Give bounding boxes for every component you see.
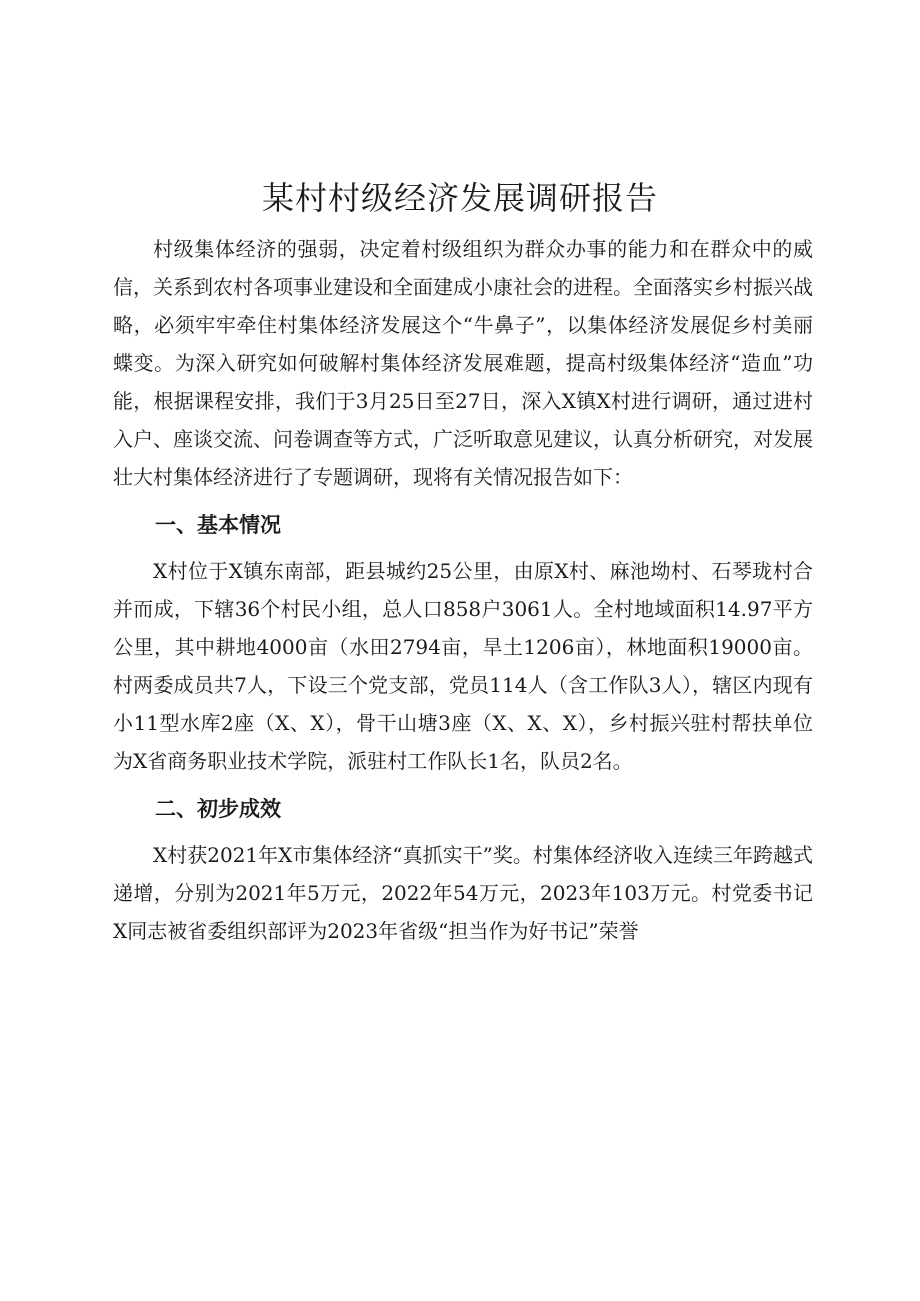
section-body-initial-results: X村获2021年X市集体经济“真抓实干”奖。村集体经济收入连续三年跨越式递增，分别为2021年5万元，2022年54万元，2023年103万元。村党委书记X同志被省委组织部评为2023年省级“担当作为好书记”荣誉 <box>113 843 813 943</box>
section-body-basic-situation: X村位于X镇东南部，距县城约25公里，由原X村、麻池坳村、石琴珑村合并而成，下辖36个村民小组，总人口858户3061人。全村地域面积14.97平方公里，其中耕地4000亩（水田2794亩，旱土1206亩），林地面积19000亩。村两委成员共7人，下设三个党支部，党员114人（含工作队3人），辖区内现有小11型水库2座（X、X），骨干山塘3座（X、X、X），乡村振兴驻村帮扶单位为X省商务职业技术学院，派驻村工作队长1名，队员2名。 <box>113 559 813 773</box>
section-heading-basic-situation: 一、基本情况 <box>155 513 281 537</box>
intro-paragraph: 村级集体经济的强弱，决定着村级组织为群众办事的能力和在群众中的威信，关系到农村各项事业建设和全面建成小康社会的进程。全面落实乡村振兴战略，必须牢牢牵住村集体经济发展这个“牛鼻子”，以集体经济发展促乡村美丽蝶变。为深入研究如何破解村集体经济发展难题，提高村级集体经济“造血”功能，根据课程安排，我们于3月25日至27日，深入X镇X村进行调研，通过进村入户、座谈交流、问卷调查等方式，广泛听取意见建议，认真分析研究，对发展壮大村集体经济进行了专题调研，现将有关情况报告如下： <box>113 237 813 489</box>
document-title: 某村村级经济发展调研报告 <box>261 179 658 217</box>
document-body <box>113 230 813 950</box>
section-heading-initial-results: 二、初步成效 <box>155 797 281 821</box>
